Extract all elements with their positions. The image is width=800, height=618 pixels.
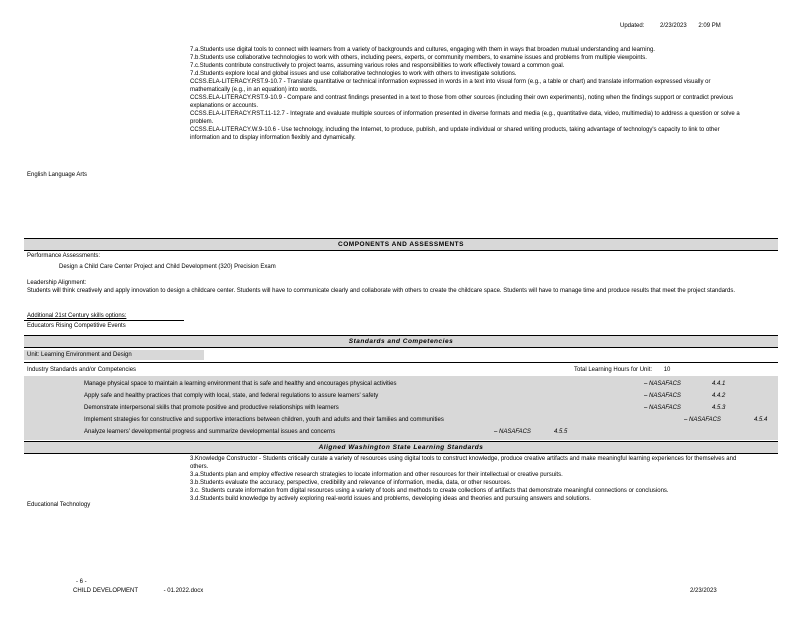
ela-standards <box>190 46 750 142</box>
aligned-standards-bar: Aligned Washington State Learning Standards <box>24 441 778 454</box>
competency-number: 4.4.2 <box>712 393 726 399</box>
list-item <box>24 392 778 403</box>
competency-code: – NASAFACS <box>644 405 681 411</box>
additional-skills-label: Additional 21st Century skills options: <box>27 313 127 319</box>
updated-stamp <box>620 22 780 30</box>
edtech-subject-label: Educational Technology <box>27 502 91 508</box>
ela-standard-7d: 7.d.Students explore local and global issues and use collaborative technologies to work with others to investigate solutions. <box>190 71 517 77</box>
competency-number: 4.5.4 <box>754 417 768 423</box>
updated-date: 2/23/2023 <box>660 23 687 29</box>
doc-file: - 01.2022.docx <box>163 588 204 594</box>
edtech-standard-3d: 3.d.Students build knowledge by actively exploring real-world issues and problems, developing ideas and theories and pursuing answers and solutions. <box>190 496 591 502</box>
edtech-standards <box>190 455 750 503</box>
ela-standard-rst-9-10-7: CCSS.ELA-LITERACY.RST.9-10.7 - Translate quantitative or technical information expressed in words in a text into visual form (e.g., a table or chart) and translate information expressed visually or mathematically (e.g., in an equation) into words. <box>190 79 711 93</box>
components-bar: COMPONENTS AND ASSESSMENTS <box>24 238 778 251</box>
divider <box>24 320 184 321</box>
competency-text: Demonstrate interpersonal skills that promote positive and productive relationships with learners <box>84 405 339 411</box>
competency-text: Implement strategies for constructive and supportive interactions between children, youth and adults and their families and communities <box>84 417 444 423</box>
page-number: - 6 - <box>76 579 87 585</box>
list-item <box>24 428 778 439</box>
total-hours-value: 10 <box>663 367 671 373</box>
competency-code: – NASAFACS <box>684 417 721 423</box>
performance-label: Performance Assessments: <box>27 253 101 259</box>
performance-item-text: Design a Child Care Center Project and Child Development (320) Precision Exam <box>59 264 276 270</box>
performance-item <box>27 263 727 271</box>
edtech-standard-3a: 3.a.Students plan and employ effective research strategies to locate information and other resources for their intellectual or creative pursuits. <box>190 472 563 478</box>
updated-label: Updated: <box>620 23 645 29</box>
updated-time: 2:09 PM <box>698 23 721 29</box>
doc-title: CHILD DEVELOPMENT <box>73 588 138 594</box>
competency-text: Manage physical space to maintain a learning environment that is safe and healthy and encourages physical activities <box>84 381 397 387</box>
ela-standard-w-9-10-6: CCSS.ELA-LITERACY.W.9-10.6 - Use technology, including the Internet, to produce, publish, and update individual or shared writing products, taking advantage of technology's capacity to link to other information and to display information flexibly and dynamically. <box>190 127 720 141</box>
list-item <box>24 416 778 427</box>
list-item <box>24 380 778 391</box>
ela-standard-7a: 7.a.Students use digital tools to connect with learners from a variety of backgrounds and cultures, engaging with them in ways that broaden mutual understanding and learning. <box>190 47 655 53</box>
ela-standard-7b: 7.b.Students use collaborative technologies to work with others, including peers, experts, or community members, to examine issues and problems from multiple viewpoints. <box>190 55 647 61</box>
competency-text: Analyze learners' developmental progress and summarize developmental issues and concerns <box>84 429 336 435</box>
competency-code: – NASAFACS <box>644 393 681 399</box>
divider <box>24 362 778 363</box>
leadership-label: Leadership Alignment: <box>27 280 87 286</box>
competency-code: – NASAFACS <box>644 381 681 387</box>
total-hours <box>574 366 764 374</box>
ela-standard-7c: 7.c.Students contribute constructively to project teams, assuming various roles and responsibilities to work effectively toward a common goal. <box>190 63 565 69</box>
footer-date: 2/23/2023 <box>690 588 717 594</box>
doc-name <box>73 587 203 595</box>
ela-standard-rst-11-12-7: CCSS.ELA-LITERACY.RST.11-12.7 - Integrate and evaluate multiple sources of information presented in diverse formats and media (e.g., quantitative data, video, multimedia) to address a question or solve a problem. <box>190 111 740 125</box>
ela-standard-rst-9-10-9: CCSS.ELA-LITERACY.RST.9-10.9 - Compare and contrast findings presented in a text to those from other sources (including their own experiments), noting when the findings support or contradict previous explanations or accounts. <box>190 95 734 109</box>
standards-bar: Standards and Competencies <box>24 335 778 348</box>
unit-label: Unit: Learning Environment and Design <box>27 352 132 358</box>
industry-standards-label: Industry Standards and/or Competencies <box>27 367 137 373</box>
edtech-standard-3b: 3.b.Students evaluate the accuracy, perspective, credibility and relevance of information, media, data, or other resources. <box>190 480 512 486</box>
ela-subject-label: English Language Arts <box>27 172 88 178</box>
competency-number: 4.5.3 <box>712 405 726 411</box>
edtech-standard-3c: 3.c. Students curate information from digital resources using a variety of tools and methods to create collections of artifacts that demonstrate meaningful connections or conclusions. <box>190 488 669 494</box>
edtech-standard-3: 3.Knowledge Constructor - Students critically curate a variety of resources using digital tools to construct knowledge, produce creative artifacts and make meaningful learning experiences for themselves and others. <box>190 456 737 470</box>
list-item <box>24 404 778 415</box>
competency-number: 4.5.5 <box>554 429 568 435</box>
educators-rising-label: Educators Rising Competitive Events <box>27 323 126 329</box>
competency-code: – NASAFACS <box>494 429 531 435</box>
total-hours-label: Total Learning Hours for Unit: <box>574 367 653 373</box>
competency-text: Apply safe and healthy practices that comply with local, state, and federal regulations to assure learners' safety <box>84 393 379 399</box>
leadership-text: Students will think creatively and apply innovation to design a childcare center. Students will have to communicate clearly and collaborate with others to create the childcare space. Students will have to manage time and produce results that meet the project standards. <box>27 288 736 294</box>
competency-number: 4.4.1 <box>712 381 726 387</box>
